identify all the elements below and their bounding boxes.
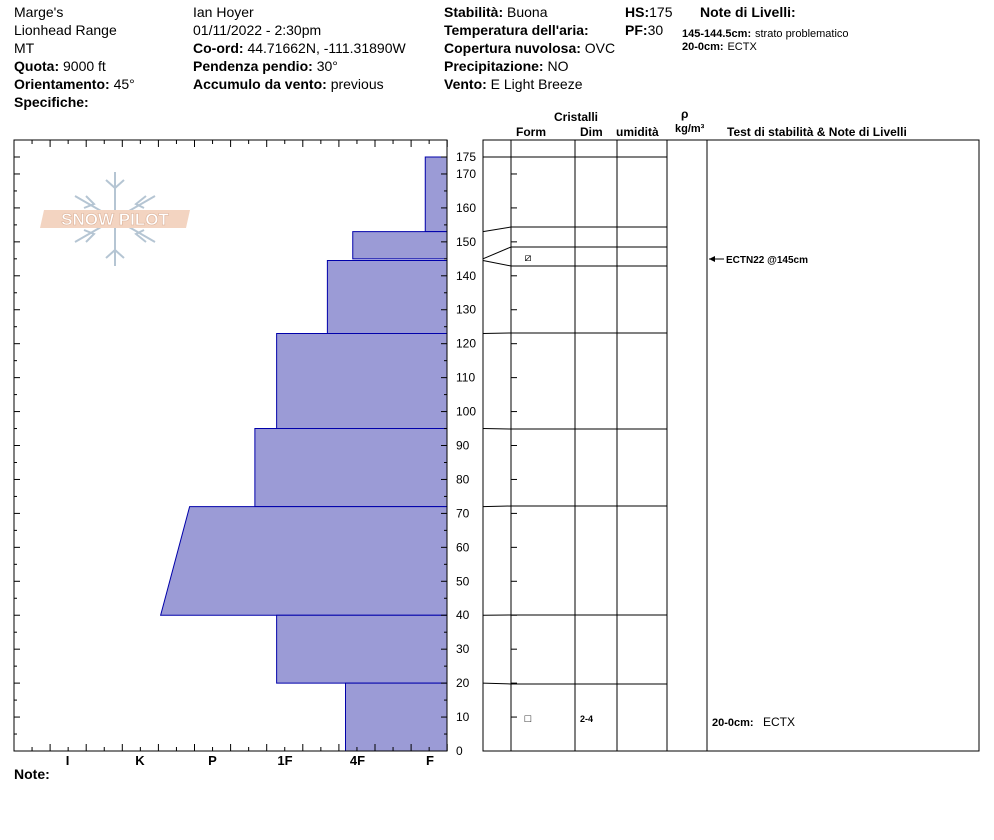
stability-label: Stabilità: [444, 4, 504, 20]
size-header: Dim [580, 125, 603, 139]
pf-label: PF: [625, 22, 648, 38]
hardness-layer [327, 261, 447, 334]
test-annotation-detail: ECTX [763, 715, 796, 729]
precip-value: NO [547, 58, 569, 74]
coords-value: 44.71662N, -111.31890W [247, 40, 406, 56]
depth-tick-label: 175 [456, 150, 477, 164]
layer-note-text: ECTX [727, 41, 757, 53]
depth-tick-label: 150 [456, 234, 477, 249]
hardness-layer [255, 429, 447, 507]
depth-tick-label: 70 [456, 506, 470, 521]
depth-tick-label: 170 [456, 166, 477, 181]
layer-connector [483, 247, 511, 259]
sky-label: Copertura nuvolosa: [444, 40, 581, 56]
coords-label: Co-ord: [193, 40, 244, 56]
form-header: Form [516, 125, 546, 139]
precip-label: Precipitazione: [444, 58, 544, 74]
depth-tick-label: 130 [456, 302, 477, 317]
wind-loading-label: Accumulo da vento: [193, 76, 327, 92]
depth-tick-label: 80 [456, 472, 470, 487]
hardness-layer [425, 157, 447, 232]
layer-note-text: strato problematico [755, 28, 849, 40]
slope-value: 30° [316, 58, 338, 74]
wind-label: Vento: [444, 76, 487, 92]
density-unit-header: kg/m³ [675, 123, 705, 135]
layer-note-range: 145-144.5cm: [682, 28, 752, 40]
table-frame [483, 140, 979, 751]
test-annotation: 20-0cm: [712, 717, 754, 729]
layer-connector [483, 227, 511, 232]
pf-value: 30 [647, 22, 664, 38]
hs-value: 175 [649, 4, 673, 20]
state-name: MT [14, 40, 35, 56]
depth-tick-label: 120 [456, 336, 477, 351]
hardness-label: 4F [349, 753, 366, 768]
layer-connector [483, 333, 511, 334]
elevation-value: 9000 ft [63, 58, 106, 74]
rho-header: ρ [681, 107, 689, 121]
wind-loading-value: previous [330, 76, 384, 92]
snowpilot-logo [40, 172, 190, 266]
depth-tick-label: 100 [456, 404, 477, 419]
depth-tick-label: 20 [456, 676, 470, 691]
crystal-form-symbol: ⧄ [524, 252, 532, 264]
aspect-label: Orientamento: [14, 76, 110, 92]
depth-tick-label: 0 [456, 744, 463, 758]
observer-name: Ian Hoyer [193, 4, 254, 20]
depth-tick-label: 110 [456, 370, 476, 385]
aspect-value: 45° [113, 76, 135, 92]
depth-tick-label: 140 [456, 268, 477, 283]
air-temp-label: Temperatura dell'aria: [444, 22, 589, 38]
sky-value: OVC [584, 40, 616, 56]
slope-label: Pendenza pendio: [193, 58, 313, 74]
elevation-label: Quota: [14, 58, 60, 74]
hs-label: HS: [625, 4, 650, 20]
hardness-label: 1F [277, 753, 293, 768]
depth-tick-label: 10 [456, 710, 470, 725]
range-name: Lionhead Range [14, 22, 117, 38]
crystals-header: Cristalli [554, 110, 599, 124]
hardness-layer [353, 232, 447, 259]
layer-connector [483, 261, 511, 266]
layer-note-range: 20-0cm: [682, 41, 724, 53]
date-time: 01/11/2022 - 2:30pm [193, 22, 322, 38]
logo-text: SNOW PILOT [61, 210, 169, 229]
crystal-table [483, 157, 808, 729]
depth-tick-label: 160 [456, 200, 477, 215]
hardness-label: P [208, 753, 217, 768]
crystal-size: 2-4 [580, 714, 594, 724]
test-annotation: ECTN22 @145cm [726, 255, 809, 266]
chart-frames [14, 140, 979, 751]
notes-label: Note: [14, 766, 50, 782]
depth-tick-label: 50 [456, 574, 470, 589]
layer-connector [483, 506, 511, 507]
test-arrowhead [709, 256, 715, 262]
hardness-label: F [426, 753, 434, 768]
hardness-layer [277, 334, 447, 429]
hardness-layer [161, 507, 447, 616]
specifics-label: Specifiche: [14, 94, 89, 110]
hardness-layer [346, 683, 448, 751]
tests-header: Test di stabilità & Note di Livelli [727, 125, 907, 139]
depth-tick-label: 90 [456, 438, 470, 453]
layer-connector [483, 683, 511, 684]
crystal-form-symbol: □ [524, 713, 532, 725]
hardness-label: I [65, 753, 70, 768]
hardness-profile [161, 157, 447, 751]
location-name: Marge's [14, 4, 64, 20]
layer-notes-label: Note di Livelli: [700, 4, 796, 20]
moisture-header: umidità [616, 125, 659, 139]
depth-tick-label: 60 [456, 540, 470, 555]
hardness-layer [277, 615, 447, 683]
depth-tick-label: 40 [456, 608, 470, 623]
depth-tick-label: 30 [456, 642, 470, 657]
stability-value: Buona [507, 4, 548, 20]
hardness-label: K [135, 753, 145, 768]
wind-value: E Light Breeze [490, 76, 583, 92]
